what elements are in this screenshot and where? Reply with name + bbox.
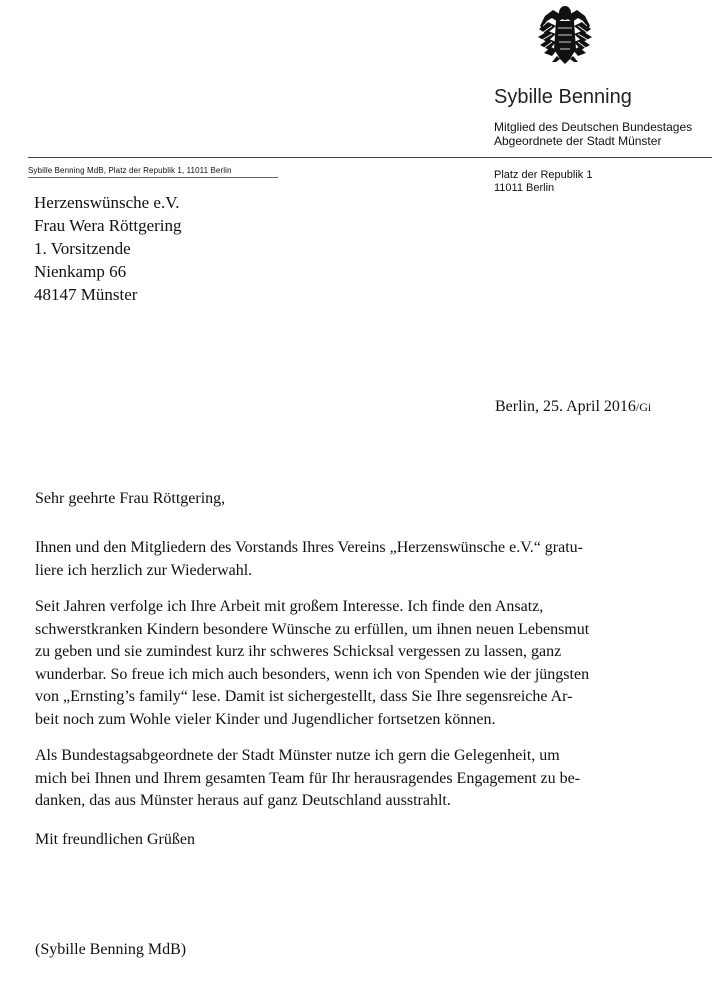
office-address-city: 11011 Berlin xyxy=(494,182,555,194)
letter-date xyxy=(495,398,651,416)
return-address: Sybille Benning MdB, Platz der Republik 1, 11011 Berlin xyxy=(28,166,232,175)
recipient-name: Frau Wera Röttgering xyxy=(34,216,182,235)
federal-eagle-icon xyxy=(536,4,594,66)
recipient-organization: Herzenswünsche e.V. xyxy=(34,193,180,212)
body-paragraph-2: Seit Jahren verfolge ich Ihre Arbeit mit großem Interesse. Ich finde den Ansatz, schwerstkranken Kindern besondere Wünsche zu erfüllen, um ihnen neuen Lebensmut zu geben und sie zumindest kurz ihr schweres Schicksal vergessen zu lassen, ganz wunderbar. So freue ich mich auch besonders, wenn ich von Spenden wie der jüngsten von „Ernsting’s family“ lese. Damit ist sichergestellt, dass Sie Ihre segensreiche Ar- beit noch zum Wohle vieler Kinder und Jugendlicher fortsetzen können. xyxy=(35,598,590,728)
signature-line: (Sybille Benning MdB) xyxy=(35,941,187,958)
recipient-street: Nienkamp 66 xyxy=(34,262,127,281)
recipient-title: 1. Vorsitzende xyxy=(34,239,131,258)
sender-name: Sybille Benning xyxy=(494,86,632,108)
sender-role-line: Mitglied des Deutschen Bundestages xyxy=(494,120,693,134)
body-paragraph-3: Als Bundestagsabgeordnete der Stadt Münster nutze ich gern die Gelegenheit, um mich bei Ihnen und Ihrem gesamten Team für Ihr herausragendes Engagement zu be- danken, das aus Münster heraus auf ganz Deutschland ausstrahlt. xyxy=(35,747,581,809)
sender-constituency-line: Abgeordnete der Stadt Münster xyxy=(494,134,662,148)
date-text: Berlin, 25. April 2016 xyxy=(495,398,636,415)
recipient-city: 48147 Münster xyxy=(34,285,138,304)
reference-code: /Gi xyxy=(635,400,652,414)
office-address-street: Platz der Republik 1 xyxy=(494,169,593,181)
salutation: Sehr geehrte Frau Röttgering, xyxy=(35,490,226,507)
closing: Mit freundlichen Grüßen xyxy=(35,831,195,848)
return-address-underline xyxy=(28,177,278,178)
body-paragraph-1: Ihnen und den Mitgliedern des Vorstands Ihres Vereins „Herzenswünsche e.V.“ gratu- liere ich herzlich zur Wiederwahl. xyxy=(35,539,584,579)
header-divider xyxy=(28,157,712,158)
